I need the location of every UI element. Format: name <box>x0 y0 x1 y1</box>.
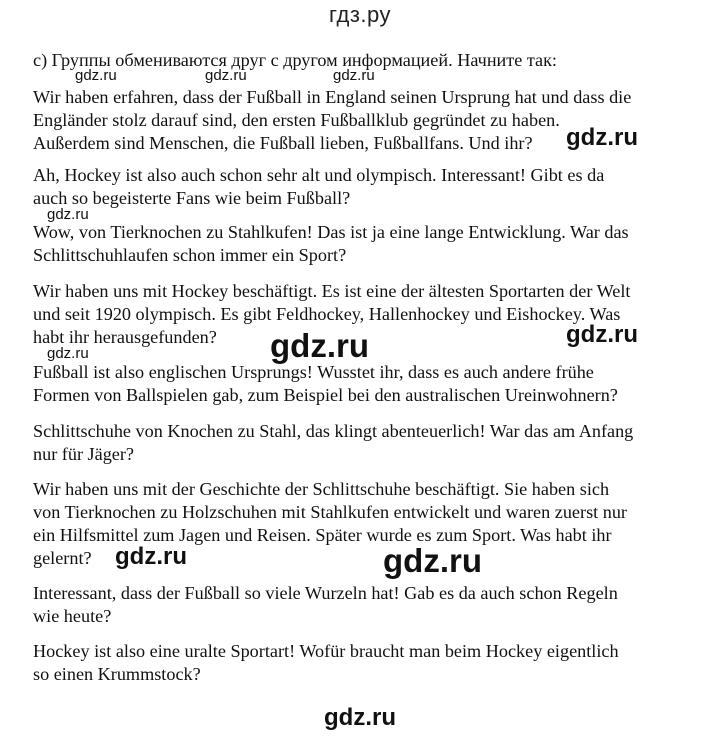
text-line: Fußball ist also englischen Ursprungs! Wusstet ihr, dass es auch andere frühe <box>33 362 594 382</box>
watermark: gdz.ru <box>115 543 187 570</box>
text-line: Wir haben uns mit Hockey beschäftigt. Es ist eine der ältesten Sportarten der Welt <box>33 281 631 301</box>
text-line: Wir haben erfahren, dass der Fußball in England seinen Ursprung hat und dass die <box>33 87 632 107</box>
watermark: gdz.ru <box>75 67 117 84</box>
watermark: gdz.ru <box>333 67 375 84</box>
text-line: Außerdem sind Menschen, die Fußball lieben, Fußballfans. Und ihr? <box>33 133 533 153</box>
site-header: гдз.ру <box>328 2 392 27</box>
text-line: und seit 1920 olympisch. Es gibt Feldhockey, Hallenhockey und Eishockey. Was <box>33 304 621 324</box>
text-line: Hockey ist also eine uralte Sportart! Wofür braucht man beim Hockey eigentlich <box>33 641 619 661</box>
dialogue-paragraph-2 <box>33 164 673 210</box>
text-line: Interessant, dass der Fußball so viele Wurzeln hat! Gab es da auch schon Regeln <box>33 583 618 603</box>
watermark: gdz.ru <box>47 206 89 223</box>
watermark: gdz.ru <box>270 327 369 364</box>
text-line: Ah, Hockey ist also auch schon sehr alt und olympisch. Interessant! Gibt es da <box>33 165 605 185</box>
dialogue-paragraph-5 <box>33 361 673 407</box>
text-line: Schlittschuhlaufen schon immer ein Sport? <box>33 245 347 265</box>
dialogue-paragraph-8 <box>33 582 673 628</box>
text-line: Wir haben uns mit der Geschichte der Schlittschuhe beschäftigt. Sie haben sich <box>33 479 610 499</box>
watermark: gdz.ru <box>566 124 638 151</box>
text-line: wie heute? <box>33 606 112 626</box>
text-line: Wow, von Tierknochen zu Stahlkufen! Das ist ja eine lange Entwicklung. War das <box>33 222 629 242</box>
text-line: so einen Krummstock? <box>33 664 201 684</box>
dialogue-paragraph-9 <box>33 640 673 686</box>
watermark: gdz.ru <box>383 542 482 579</box>
text-line: habt ihr herausgefunden? <box>33 327 217 347</box>
watermark: gdz.ru <box>205 67 247 84</box>
text-line: Schlittschuhe von Knochen zu Stahl, das klingt abenteuerlich! War das am Anfang <box>33 421 634 441</box>
task-instruction: c) Группы обмениваются друг с другом информацией. Начните так: <box>33 50 557 70</box>
text-line: auch so begeisterte Fans wie beim Fußball? <box>33 188 351 208</box>
text-line: gelernt? <box>33 548 92 568</box>
text-line: Engländer stolz darauf sind, den ersten Fußballklub gegründet zu haben. <box>33 110 560 130</box>
site-footer: gdz.ru <box>324 704 396 731</box>
text-line: ein Hilfsmittel zum Jagen und Reisen. Später wurde es zum Sport. Was habt ihr <box>33 525 612 545</box>
text-line: von Tierknochen zu Holzschuhen mit Stahlkufen entwickelt und waren zuerst nur <box>33 502 627 522</box>
text-line: Formen von Ballspielen gab, zum Beispiel bei den australischen Ureinwohnern? <box>33 385 618 405</box>
dialogue-paragraph-3 <box>33 221 673 267</box>
watermark: gdz.ru <box>566 321 638 348</box>
watermark: gdz.ru <box>47 345 89 362</box>
dialogue-paragraph-6 <box>33 420 673 466</box>
text-line: nur für Jäger? <box>33 444 134 464</box>
